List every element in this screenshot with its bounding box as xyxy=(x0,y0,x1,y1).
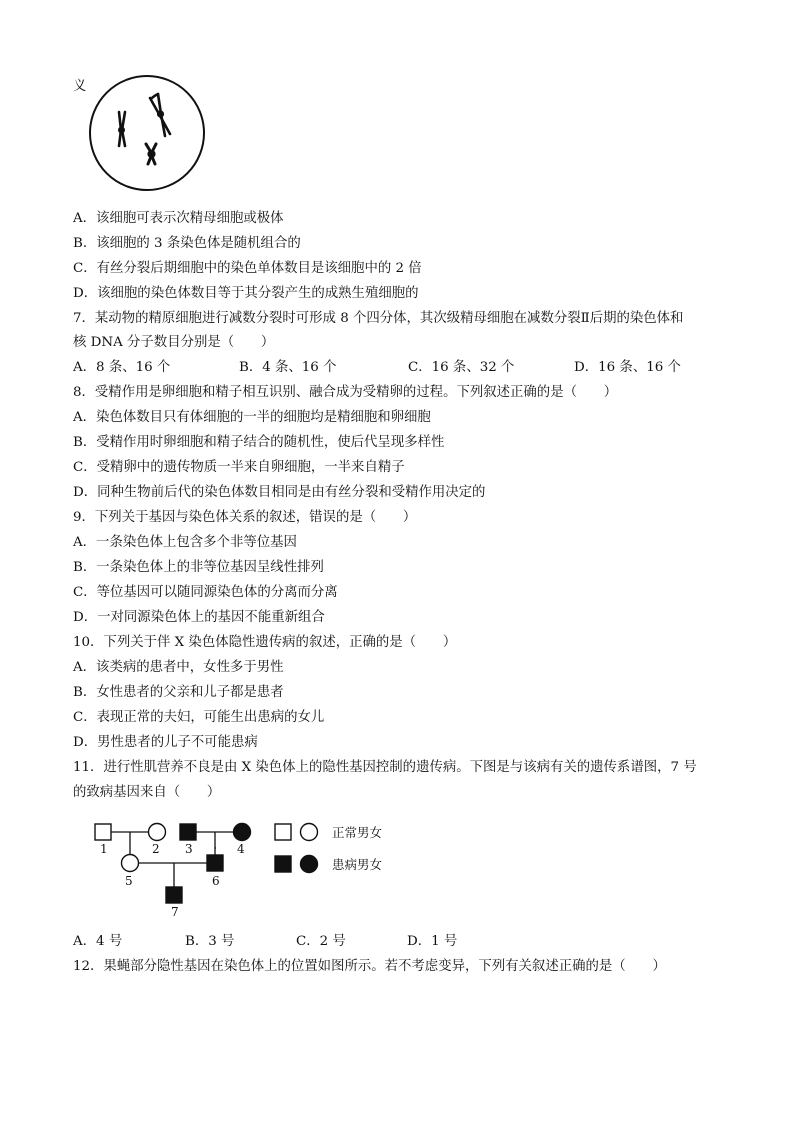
q9-option-a: A．一条染色体上包含多个非等位基因 xyxy=(73,535,297,550)
q8-option-c: C．受精卵中的遗传物质一半来自卵细胞，一半来自精子 xyxy=(73,460,405,475)
q11-stem-line1: 11．进行性肌营养不良是由 X 染色体上的隐性基因控制的遗传病。下图是与该病有关的遗传系谱图，7 号 xyxy=(73,760,697,775)
q10-stem: 10．下列关于伴 X 染色体隐性遗传病的叙述，正确的是（ ） xyxy=(73,635,457,650)
q12-stem: 12．果蝇部分隐性基因在染色体上的位置如图所示。若不考虑变异，下列有关叙述正确的是（ ） xyxy=(73,959,666,974)
individual-1-normal-male-icon xyxy=(95,824,111,840)
q7-option-d: D．16 条、16 个 xyxy=(574,360,681,375)
q9-option-d: D．一对同源染色体上的基因不能重新组合 xyxy=(73,610,325,625)
q7-option-a: A．8 条、16 个 xyxy=(73,360,171,375)
pedigree-label-3: 3 xyxy=(185,842,193,856)
q7-stem-line2: 核 DNA 分子数目分别是（ ） xyxy=(73,335,275,350)
individual-6-affected-male-icon xyxy=(207,855,223,871)
q9-option-c: C．等位基因可以随同源染色体的分离而分离 xyxy=(73,585,338,600)
pedigree-chart xyxy=(88,818,388,924)
q8-option-a: A．染色体数目只有体细胞的一半的细胞均是精细胞和卵细胞 xyxy=(73,410,431,425)
q9-option-b: B．一条染色体上的非等位基因呈线性排列 xyxy=(73,560,324,575)
individual-3-affected-male-icon xyxy=(180,824,196,840)
q10-option-a: A．该类病的患者中，女性多于男性 xyxy=(73,660,284,675)
q8-stem: 8．受精作用是卵细胞和精子相互识别、融合成为受精卵的过程。下列叙述正确的是（ ） xyxy=(73,385,618,400)
chromosome-upper-right-icon xyxy=(150,94,170,136)
legend-affected-female-icon xyxy=(301,856,318,873)
pedigree-label-7: 7 xyxy=(171,905,179,919)
q11-option-c: C．2 号 xyxy=(296,934,346,949)
pedigree-label-1: 1 xyxy=(100,842,108,856)
pedigree-label-5: 5 xyxy=(125,874,133,888)
q6-option-d: D．该细胞的染色体数目等于其分裂产生的成熟生殖细胞的 xyxy=(73,286,419,301)
legend-affected-label: 患病男女 xyxy=(332,857,383,872)
individual-7-affected-male-icon xyxy=(166,887,182,903)
individual-4-affected-female-icon xyxy=(234,824,251,841)
legend-affected-male-icon xyxy=(275,856,291,872)
q6-option-a: A．该细胞可表示次精母细胞或极体 xyxy=(73,211,284,226)
cell-figure xyxy=(86,72,208,194)
q11-option-a: A．4 号 xyxy=(73,934,123,949)
q6-option-b: B．该细胞的 3 条染色体是随机组合的 xyxy=(73,236,301,251)
q7-option-b: B．4 条、16 个 xyxy=(239,360,337,375)
chromosome-left-icon xyxy=(119,112,125,146)
q9-stem: 9．下列关于基因与染色体关系的叙述，错误的是（ ） xyxy=(73,510,417,525)
q11-option-d: D．1 号 xyxy=(407,934,458,949)
individual-2-normal-female-icon xyxy=(149,824,166,841)
individual-5-normal-female-icon xyxy=(122,855,139,872)
legend-normal-male-icon xyxy=(275,824,291,840)
pedigree-label-2: 2 xyxy=(152,842,160,856)
cell-membrane xyxy=(90,76,204,190)
q8-option-d: D．同种生物前后代的染色体数目相同是由有丝分裂和受精作用决定的 xyxy=(73,485,486,500)
q8-option-b: B．受精作用时卵细胞和精子结合的随机性，使后代呈现多样性 xyxy=(73,435,445,450)
q7-stem-line1: 7．某动物的精原细胞进行减数分裂时可形成 8 个四分体，其次级精母细胞在减数分裂Ⅱ后期的染色体和 xyxy=(73,311,684,326)
q11-stem-line2: 的致病基因来自（ ） xyxy=(73,785,221,800)
q11-option-b: B．3 号 xyxy=(185,934,235,949)
chromosome-small-icon xyxy=(146,144,156,164)
q7-option-c: C．16 条、32 个 xyxy=(408,360,515,375)
q10-option-d: D．男性患者的儿子不可能患病 xyxy=(73,735,258,750)
pedigree-label-4: 4 xyxy=(237,842,245,856)
q10-option-b: B．女性患者的父亲和儿子都是患者 xyxy=(73,685,284,700)
header-fragment: 义 xyxy=(73,79,87,94)
q6-option-c: C．有丝分裂后期细胞中的染色单体数目是该细胞中的 2 倍 xyxy=(73,261,422,276)
q10-option-c: C．表现正常的夫妇，可能生出患病的女儿 xyxy=(73,710,325,725)
legend-normal-female-icon xyxy=(301,824,318,841)
pedigree-label-6: 6 xyxy=(212,874,220,888)
legend-normal-label: 正常男女 xyxy=(332,825,383,840)
